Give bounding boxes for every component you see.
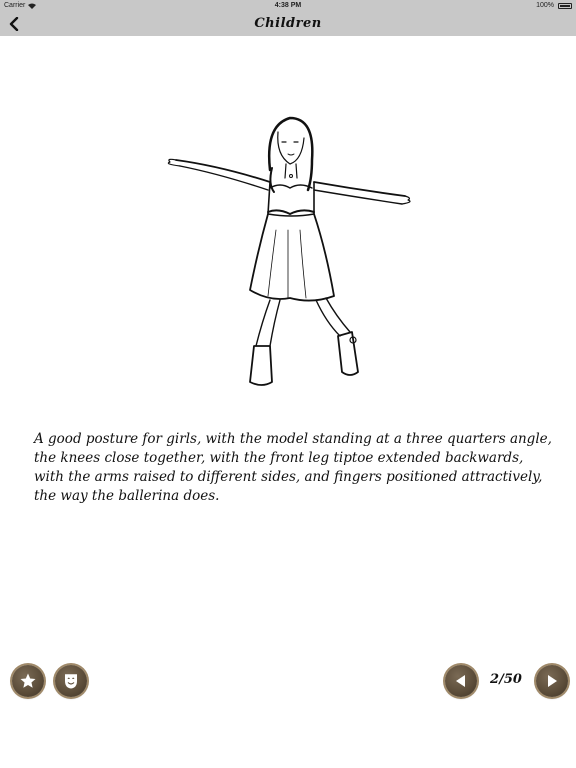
status-bar [0,0,576,12]
pose-description: A good posture for girls, with the model standing at a three quarters angle, the knees close together, with the front leg tiptoe extended backwards, with the arms raised to different sides, and fingers positioned attractively, the way the ballerina does. [34,431,552,504]
carrier-label: Carrier [4,2,26,9]
mask-button[interactable] [55,665,87,697]
favorite-button[interactable] [12,665,44,697]
next-button[interactable] [536,665,568,697]
page-counter: 2/50 [490,672,522,687]
triangle-right-icon [544,673,560,689]
girl-illustration [150,100,420,400]
battery-percent: 100% [536,2,554,9]
theater-mask-icon [62,672,80,690]
previous-button[interactable] [445,665,477,697]
page-title: Children [254,16,322,31]
star-icon [19,672,37,690]
battery-icon [558,3,572,9]
status-time: 4:38 PM [274,2,302,9]
triangle-left-icon [453,673,469,689]
navigation-bar [0,12,576,36]
